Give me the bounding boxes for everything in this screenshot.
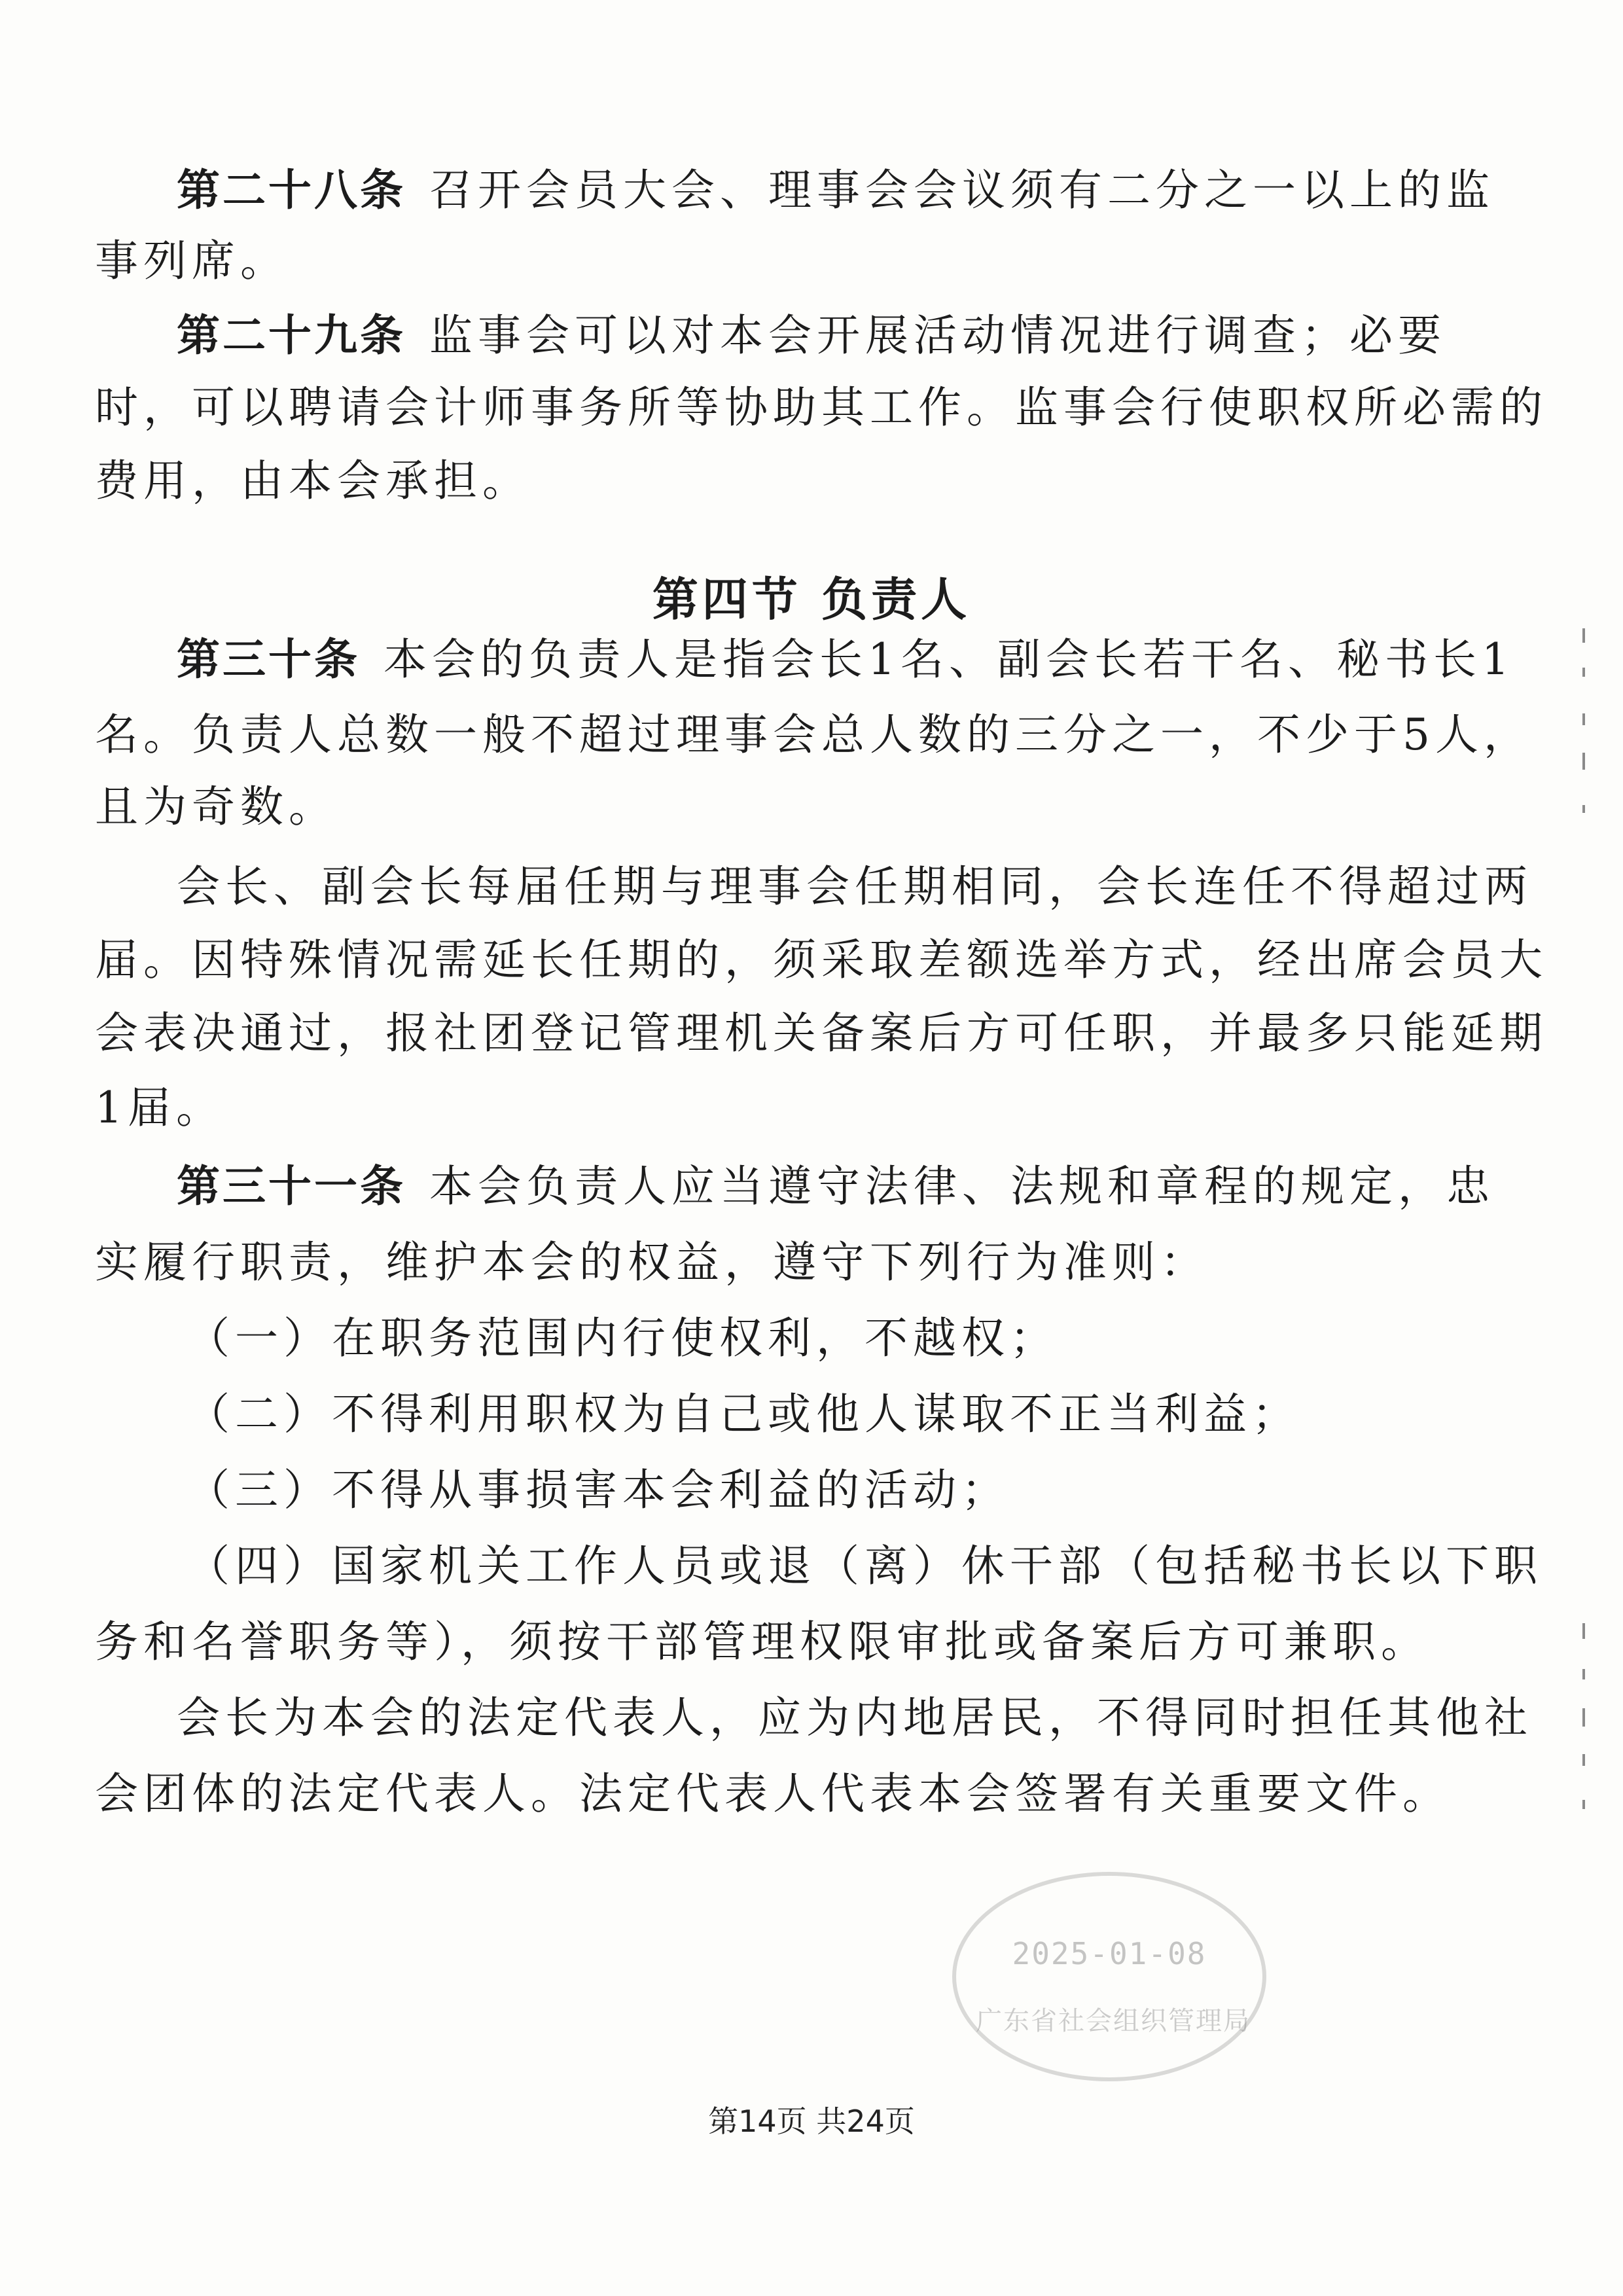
- article-31-para-line-2: 会团体的法定代表人。法定代表人代表本会签署有关重要文件。: [95, 1768, 1451, 1819]
- article-30-line-1: [177, 634, 1514, 685]
- article-28-line-2: 事列席。: [95, 236, 289, 286]
- article-30-text-1: 本会的负责人是指会长1名、副会长若干名、秘书长1: [383, 634, 1514, 685]
- article-29-text-1: 监事会可以对本会开展活动情况进行调查；必要: [429, 310, 1446, 361]
- scan-mark: [1582, 1754, 1585, 1766]
- article-28-heading: 第二十八条: [177, 165, 406, 215]
- page-number: 第14页 共24页: [708, 2104, 915, 2139]
- article-30-line-3: 且为奇数。: [95, 781, 337, 832]
- article-31-text-1: 本会负责人应当遵守法律、法规和章程的规定，忠: [429, 1161, 1495, 1211]
- list-item-4-line-2: 务和名誉职务等），须按干部管理权限审批或备案后方可兼职。: [95, 1617, 1429, 1667]
- scan-mark: [1582, 668, 1585, 677]
- article-29-heading: 第二十九条: [177, 310, 406, 361]
- article-28-line-1: [177, 165, 1495, 215]
- seal-organization: 广东省社会组织管理局: [976, 2006, 1251, 2036]
- scan-mark: [1582, 753, 1585, 770]
- article-30-para2-line-1: 会长、副会长每届任期与理事会任期相同，会长连任不得超过两: [177, 861, 1533, 912]
- article-30-para2-line-2: 届。因特殊情况需延长任期的，须采取差额选举方式，经出席会员大: [95, 935, 1548, 985]
- list-item-4: （四）国家机关工作人员或退（离）休干部（包括秘书长以下职: [187, 1541, 1543, 1591]
- article-31-para-line-1: 会长为本会的法定代表人，应为内地居民，不得同时担任其他社: [177, 1693, 1533, 1743]
- seal-date: 2025-01-08: [1012, 1936, 1207, 1971]
- scan-mark: [1582, 713, 1585, 725]
- scan-mark: [1582, 1800, 1585, 1809]
- article-31-heading: 第三十一条: [177, 1161, 406, 1211]
- list-item-2: （二）不得利用职权为自己或他人谋取不正当利益；: [187, 1389, 1300, 1439]
- article-29-line-1: [177, 310, 1492, 361]
- article-29-line-2: 时，可以聘请会计师事务所等协助其工作。监事会行使职权所必需的: [95, 382, 1548, 433]
- article-28-text-1: 召开会员大会、理事会会议须有二分之一以上的监: [429, 165, 1495, 215]
- scan-mark: [1582, 628, 1585, 643]
- scan-mark: [1582, 805, 1585, 813]
- scan-mark: [1582, 1669, 1585, 1679]
- article-31-line-1: [177, 1161, 1495, 1211]
- article-30-para2-line-4: 1届。: [95, 1083, 224, 1133]
- section-title: 第四节 负责人: [652, 573, 971, 626]
- list-item-1: （一）在职务范围内行使权利，不越权；: [187, 1313, 1058, 1363]
- list-item-3: （三）不得从事损害本会利益的活动；: [187, 1465, 1010, 1515]
- article-30-heading: 第三十条: [177, 634, 360, 685]
- article-29-line-3: 费用，由本会承担。: [95, 456, 531, 506]
- article-31-line-2: 实履行职责，维护本会的权益，遵守下列行为准则：: [95, 1237, 1209, 1287]
- scan-mark: [1582, 1708, 1585, 1727]
- article-30-para2-line-3: 会表决通过，报社团登记管理机关备案后方可任职，并最多只能延期: [95, 1008, 1548, 1058]
- article-30-line-2: 名。负责人总数一般不超过理事会总人数的三分之一，不少于5人，: [95, 709, 1532, 760]
- official-seal: [952, 1872, 1266, 2081]
- scan-mark: [1582, 1623, 1585, 1639]
